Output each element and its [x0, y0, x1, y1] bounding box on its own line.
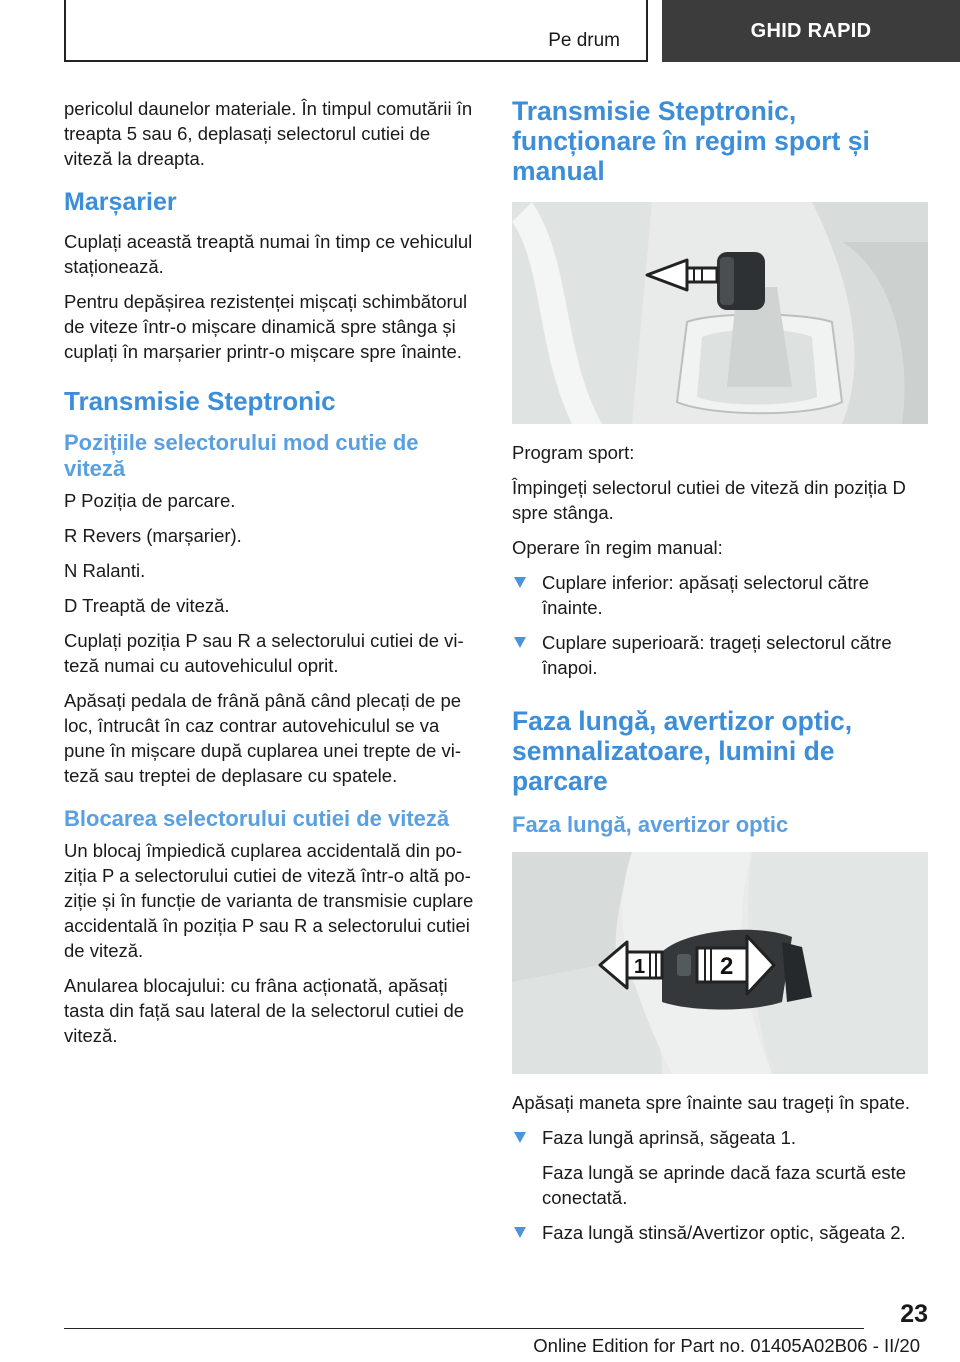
paragraph: Pentru depășirea rezistenței mișcați schimbătorul de viteze într-o mișcare dinamică spre stânga și cuplați în marșarier printr-o mișcare spre înainte. [64, 291, 468, 362]
heading-faza-lunga: Faza lungă, avertizor optic [512, 812, 789, 837]
list-item [512, 630, 932, 680]
list-item-text: Cuplare inferior: apăsați selectorul către înainte. [542, 572, 869, 618]
heading-transmisie-steptronic: Transmisie Steptronic [64, 386, 336, 416]
position-p: P Poziția de parcare. [64, 490, 236, 511]
paragraph: Program sport: [512, 442, 635, 463]
heading-marsarier: Marșarier [64, 188, 177, 216]
position-r: R Revers (marșarier). [64, 525, 242, 546]
paragraph: Apăsați maneta spre înainte sau trageți în spate. [512, 1092, 910, 1113]
footer-divider [64, 1328, 864, 1329]
arrow-label-2: 2 [720, 953, 734, 980]
position-n: N Ralanti. [64, 560, 146, 581]
heading-pozitii-selector: Pozițiile selectorului mod cutie de viteză [64, 430, 419, 481]
paragraph: Cuplați poziția P sau R a selectorului cutiei de viteză numai cu autovehiculul oprit. [64, 630, 464, 676]
bullet-triangle-icon [514, 637, 526, 648]
bullet-triangle-icon [514, 577, 526, 588]
bullet-triangle-icon [514, 1132, 526, 1143]
gear-selector-illustration [512, 202, 928, 424]
position-d: D Treaptă de viteză. [64, 595, 230, 616]
left-column [64, 96, 482, 1058]
footer-edition: Online Edition for Part no. 01405A02B06 - II/20 [533, 1335, 920, 1356]
header-chapter-tab: GHID RAPID [662, 0, 960, 62]
paragraph: Un blocaj împiedică cuplarea accidentală din poziția P a selectorului cutiei de viteză într-o altă poziție și în funcție de varianta de transmisie cuplare accidentală în poziția P sau R a selectorului cutiei de viteză. [64, 840, 474, 961]
list-item [512, 1125, 932, 1210]
list-item-subtext: Faza lungă se aprinde dacă faza scurtă este conectată. [542, 1162, 907, 1208]
paragraph: Operare în regim manual: [512, 537, 723, 558]
paragraph: Anularea blocajului: cu frâna acționată, apăsați tasta din față sau lateral de la selectorul cutiei de viteză. [64, 975, 465, 1046]
paragraph: Apăsați pedala de frână până când plecați de pe loc, întrucât în caz contrar autovehiculul se va pune în mișcare după cuplarea unei trepte de viteză sau treptei de deplasare cu spatele. [64, 690, 462, 786]
right-column [512, 96, 932, 1255]
heading-faza-lunga-semnalizatoare: Faza lungă, avertizor optic, semnalizatoare, lumini de parcare [512, 706, 853, 796]
bullet-triangle-icon [514, 1227, 526, 1238]
list-item [512, 1220, 932, 1245]
list-item [512, 570, 932, 620]
list-item-text: Faza lungă stinsă/Avertizor optic, săgeata 2. [542, 1222, 906, 1243]
paragraph: Împingeți selectorul cutiei de viteză din poziția D spre stânga. [512, 477, 906, 523]
arrow-label-1: 1 [634, 956, 646, 978]
paragraph: Cuplați această treaptă numai în timp ce vehiculul staționează. [64, 231, 473, 277]
page-number: 23 [900, 1300, 928, 1328]
header-section-title: Pe drum [548, 30, 620, 51]
heading-steptronic-sport-manual: Transmisie Steptronic, funcționare în regim sport și manual [512, 96, 870, 186]
headlight-stalk-illustration [512, 852, 928, 1074]
list-item-text: Cuplare superioară: trageți selectorul către înapoi. [542, 632, 892, 678]
heading-blocare-selector: Blocarea selectorului cutiei de viteză [64, 806, 450, 831]
list-item-text: Faza lungă aprinsă, săgeata 1. [542, 1127, 797, 1148]
paragraph: pericolul daunelor materiale. În timpul comutării în treapta 5 sau 6, deplasați selectorul cutiei de viteză la dreapta. [64, 98, 473, 169]
